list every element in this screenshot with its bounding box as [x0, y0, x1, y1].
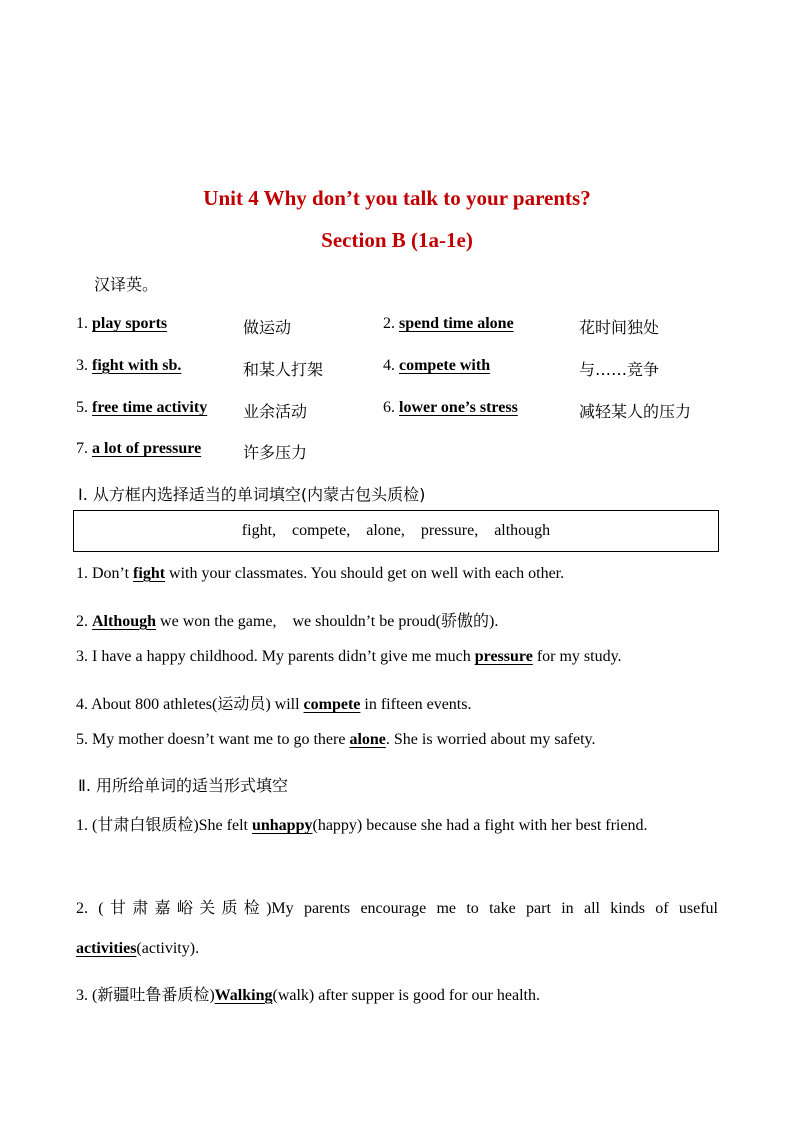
word-bank-item: fight,	[241, 522, 277, 539]
section-title: Section B (1a-1e)	[321, 228, 473, 252]
item-chinese: 做运动	[243, 318, 292, 337]
part1-question-2	[76, 608, 498, 631]
question-text: (activity).	[136, 940, 200, 957]
question-answer: Walking	[214, 987, 273, 1004]
item-answer: fight with sb.	[92, 357, 182, 374]
item-chinese: 和某人打架	[243, 360, 324, 379]
item-number: 4.	[383, 357, 395, 374]
word-bank-box	[73, 510, 719, 552]
item-number: 3.	[76, 357, 88, 374]
word-bank-item: compete,	[292, 522, 351, 539]
translation-instruction: 汉译英。	[94, 275, 159, 294]
question-text: 4. About 800 athletes(运动员) will	[76, 696, 304, 713]
part2-question-3	[76, 982, 540, 1005]
question-text: . She is worried about my safety.	[385, 731, 596, 748]
item-number: 1.	[76, 315, 88, 332]
question-answer: Although	[92, 613, 157, 630]
translation-item-7	[76, 440, 201, 458]
word-bank-item: pressure,	[420, 522, 479, 539]
question-answer: alone	[349, 731, 386, 748]
part1-question-5	[76, 731, 595, 749]
question-text: 1. (甘肃白银质检)She felt	[76, 817, 252, 834]
item-answer: a lot of pressure	[92, 440, 202, 457]
question-text: (happy) because she had a fight with her best friend.	[312, 817, 648, 834]
part2-question-1	[76, 806, 718, 846]
question-text: 3. (新疆吐鲁番质检)	[76, 987, 215, 1004]
translation-item-2	[383, 315, 514, 333]
question-text: with your classmates. You should get on well with each other.	[165, 565, 565, 582]
part1-heading: Ⅰ. 从方框内选择适当的单词填空(内蒙古包头质检)	[78, 485, 426, 504]
part1-question-3	[76, 648, 622, 666]
question-text: 1. Don’t	[76, 565, 134, 582]
part2-heading: Ⅱ. 用所给单词的适当形式填空	[78, 776, 289, 795]
item-answer: play sports	[92, 315, 168, 332]
question-answer: activities	[76, 940, 137, 957]
part2-question-2	[76, 889, 718, 969]
item-number: 7.	[76, 440, 88, 457]
question-answer: compete	[303, 696, 361, 713]
item-number: 6.	[383, 399, 395, 416]
question-text: we won the game, we shouldn’t be proud(骄傲的).	[156, 613, 499, 630]
question-answer: unhappy	[251, 817, 313, 834]
translation-item-4	[383, 357, 490, 375]
word-bank-item: alone,	[366, 522, 405, 539]
translation-item-5	[76, 399, 207, 417]
question-answer: fight	[133, 565, 166, 582]
question-answer: pressure	[474, 648, 533, 665]
item-chinese: 与……竞争	[579, 360, 660, 379]
item-answer: spend time alone	[399, 315, 514, 332]
translation-item-3	[76, 357, 181, 375]
question-text: for my study.	[532, 648, 622, 665]
unit-title: Unit 4 Why don’t you talk to your parents?	[203, 186, 591, 210]
part1-question-1	[76, 565, 564, 583]
item-answer: compete with	[399, 357, 491, 374]
item-number: 5.	[76, 399, 88, 416]
question-text: 3. I have a happy childhood. My parents didn’t give me much	[76, 648, 475, 665]
item-chinese: 业余活动	[243, 402, 308, 421]
word-bank-item: although	[494, 522, 551, 539]
item-answer: lower one’s stress	[399, 399, 518, 416]
translation-item-1	[76, 315, 167, 333]
part1-question-4	[76, 691, 471, 714]
item-chinese: 减轻某人的压力	[579, 402, 692, 421]
item-chinese: 花时间独处	[579, 318, 660, 337]
question-text: 2.	[76, 613, 92, 630]
question-text: (walk) after supper is good for our health.	[272, 987, 540, 1004]
question-text: 5. My mother doesn’t want me to go there	[76, 731, 350, 748]
translation-item-6	[383, 399, 518, 417]
question-text: 2. (甘肃嘉峪关质检)My parents encourage me to take part in all kinds of useful	[76, 900, 718, 917]
item-answer: free time activity	[92, 399, 208, 416]
item-number: 2.	[383, 315, 395, 332]
question-text: in fifteen events.	[360, 696, 472, 713]
item-chinese: 许多压力	[243, 443, 308, 462]
